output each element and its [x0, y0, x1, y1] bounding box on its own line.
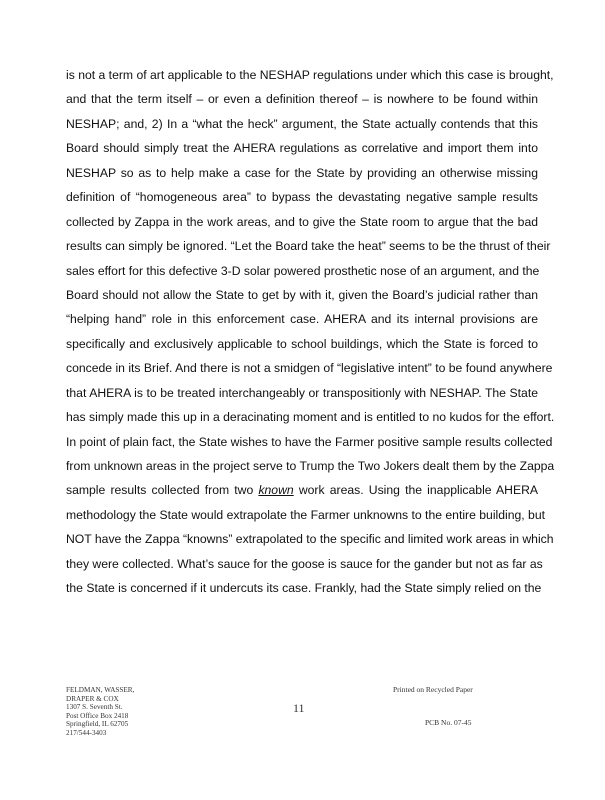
emphasized-word-known: known — [258, 483, 294, 498]
document-body — [66, 63, 555, 601]
body-line-with-emphasis — [66, 478, 538, 502]
firm-line: 217/544-3403 — [66, 728, 107, 737]
body-line: results can simply be ignored. “Let the Board take the heat” seems to be the thrust of their — [66, 239, 551, 254]
body-line: Board should not allow the State to get by with it, given the Board’s judicial rather than — [66, 287, 538, 302]
body-line: is not a term of art applicable to the NESHAP regulations under which this case is brought, — [66, 68, 554, 82]
recycled-paper-note: Printed on Recycled Paper — [393, 685, 473, 694]
body-line: NOT have the Zappa “knowns” extrapolated to the specific and limited work areas in which — [66, 532, 554, 547]
body-line-segment: work areas. Using the inapplicable AHERA — [298, 483, 539, 498]
body-line: definition of “homogeneous area” to bypass the devastating negative sample results — [66, 190, 538, 205]
body-line: In point of plain fact, the State wishes to have the Farmer positive sample results collected — [66, 434, 553, 449]
body-line: Board should simply treat the AHERA regulations as correlative and import them into — [66, 141, 538, 156]
body-line: NESHAP; and, 2) In a “what the heck” argument, the State actually contends that this — [66, 116, 538, 131]
firm-line: 1307 S. Seventh St. — [66, 703, 123, 712]
body-line: they were collected. What’s sauce for the goose is sauce for the gander but not as far as — [66, 556, 543, 571]
page-number: 11 — [293, 701, 305, 715]
body-line: the State is concerned if it undercuts its case. Frankly, had the State simply relied on the — [66, 581, 542, 596]
firm-line: DRAPER & COX — [66, 694, 119, 703]
body-line: sales effort for this defective 3-D solar powered prosthetic nose of an argument, and the — [66, 263, 540, 278]
body-line: from unknown areas in the project serve to Trump the Two Jokers dealt them by the Zappa — [66, 459, 555, 473]
body-line: methodology the State would extrapolate the Farmer unknowns to the entire building, but — [66, 507, 545, 522]
body-line: specifically and exclusively applicable to school buildings, which the State is forced to — [66, 336, 538, 351]
firm-line: Post Office Box 2418 — [66, 711, 129, 720]
body-line: collected by Zappa in the work areas, and to give the State room to argue that the bad — [66, 214, 538, 229]
body-line: NESHAP so as to help make a case for the State by providing an otherwise missing — [66, 165, 538, 180]
body-line: concede in its Brief. And there is not a smidgen of “legislative intent” to be found anywhere — [66, 361, 553, 376]
body-line: has simply made this up in a deracinating moment and is entitled to no kudos for the effort. — [66, 410, 555, 425]
case-number: PCB No. 07-45 — [425, 718, 472, 727]
law-firm-address-block — [66, 686, 134, 738]
body-line: and that the term itself – or even a definition thereof – is nowhere to be found within — [66, 92, 538, 107]
body-line: “helping hand” role in this enforcement case. AHERA and its internal provisions are — [66, 312, 538, 327]
firm-line: FELDMAN, WASSER, — [66, 686, 135, 694]
body-line: that AHERA is to be treated interchangeably or transpositionly with NESHAP. The State — [66, 385, 538, 400]
firm-line: Springfield, IL 62705 — [66, 720, 129, 729]
body-line-segment: sample results collected from two — [66, 483, 254, 498]
